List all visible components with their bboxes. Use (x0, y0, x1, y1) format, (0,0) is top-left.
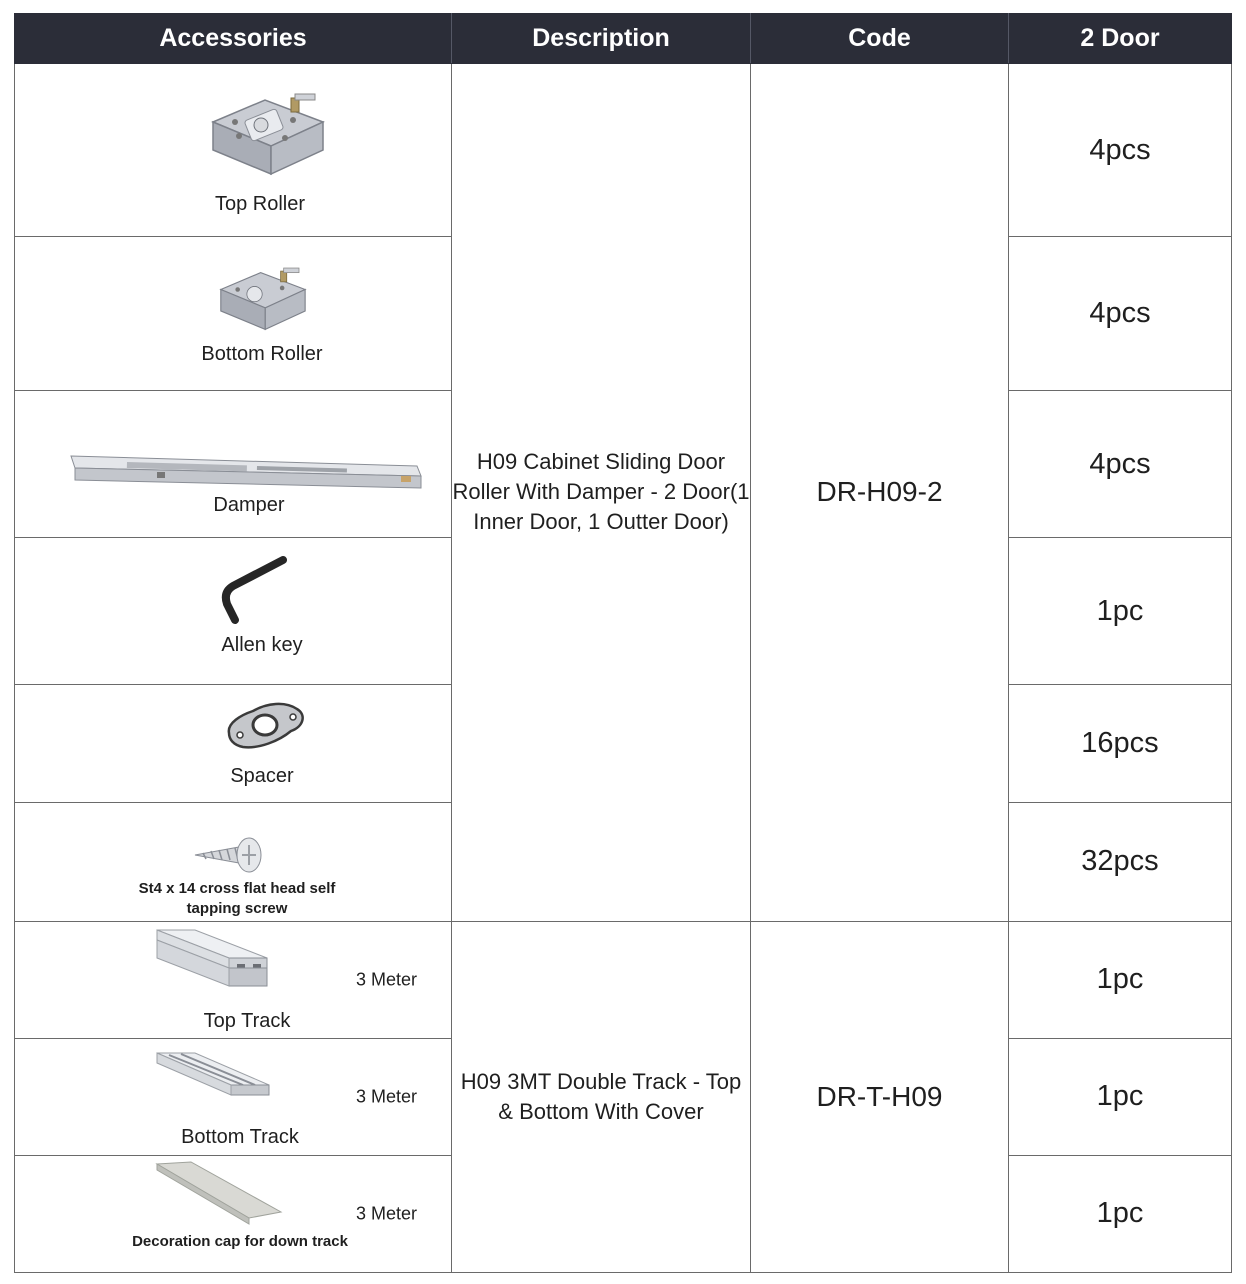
quantity-cell: 1pc (1009, 1155, 1232, 1272)
group-code-cell: DR-H09-2 (751, 64, 1009, 922)
spacer-icon (223, 697, 307, 753)
table-row (15, 921, 1232, 1038)
accessory-cell (15, 1155, 452, 1272)
quantity-cell: 32pcs (1009, 802, 1232, 921)
bottom-track-icon (155, 1049, 273, 1109)
accessory-cell (15, 921, 452, 1038)
accessory-label: Damper (213, 494, 285, 517)
accessory-cell (15, 685, 452, 802)
accessory-label: Bottom Roller (201, 343, 323, 366)
accessory-cell (15, 64, 452, 237)
track-length: 3 Meter (355, 1203, 417, 1224)
quantity-cell: 1pc (1009, 1038, 1232, 1155)
decoration-cap-icon (155, 1160, 285, 1228)
quantity-cell: 1pc (1009, 538, 1232, 685)
accessories-table (14, 13, 1232, 1273)
header-quantity: 2 Door (1009, 14, 1232, 64)
quantity-cell: 4pcs (1009, 237, 1232, 391)
accessory-label: St4 x 14 cross flat head self tapping screw (138, 879, 336, 917)
quantity-cell: 4pcs (1009, 64, 1232, 237)
accessory-label: Allen key (221, 634, 303, 657)
accessory-label: Decoration cap for down track (132, 1232, 348, 1250)
quantity-cell: 16pcs (1009, 685, 1232, 802)
header-code: Code (751, 14, 1009, 64)
accessory-cell (15, 538, 452, 685)
group-code-cell: DR-T-H09 (751, 921, 1009, 1272)
accessory-label: Top Track (203, 1009, 291, 1032)
allen-key-icon (211, 554, 291, 626)
quantity-cell: 4pcs (1009, 391, 1232, 538)
screw-icon (193, 833, 269, 873)
header-description: Description (452, 14, 751, 64)
group-description-cell: H09 Cabinet Sliding Door Roller With Damper - 2 Door(1 Inner Door, 1 Outter Door) (452, 64, 751, 922)
accessory-cell (15, 1038, 452, 1155)
accessory-cell (15, 237, 452, 391)
bottom-roller-icon (207, 265, 322, 337)
accessory-cell (15, 391, 452, 538)
top-roller-icon (195, 92, 345, 182)
header-accessories: Accessories (15, 14, 452, 64)
header-row (15, 14, 1232, 64)
accessory-label: Top Roller (214, 193, 306, 215)
group-description-cell: H09 3MT Double Track - Top & Bottom With Cover (452, 921, 751, 1272)
track-length: 3 Meter (355, 969, 417, 990)
accessory-label: Bottom Track (181, 1125, 299, 1148)
accessory-cell (15, 802, 452, 921)
track-length: 3 Meter (355, 1086, 417, 1107)
top-track-icon (155, 926, 270, 996)
quantity-cell: 1pc (1009, 921, 1232, 1038)
damper-icon (67, 446, 427, 494)
accessory-label: Spacer (230, 765, 294, 788)
table-row (15, 64, 1232, 237)
